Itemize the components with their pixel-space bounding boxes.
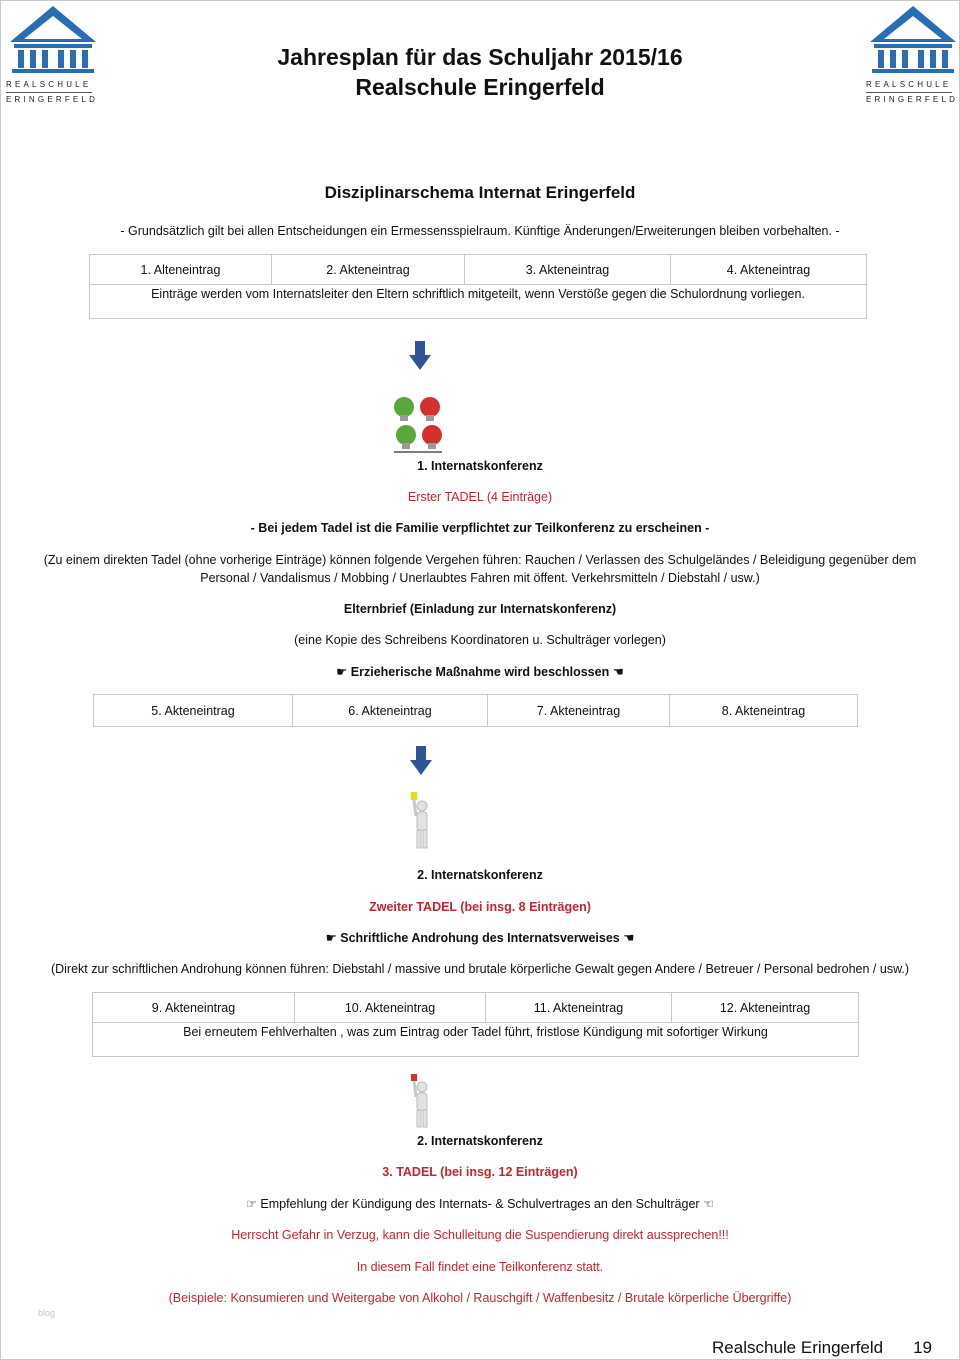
table-cell: 8. Akteneintrag bbox=[670, 695, 858, 727]
building-logo-icon bbox=[6, 4, 100, 76]
tadel-3: 3. TADEL (bei insg. 12 Einträgen) bbox=[382, 1165, 578, 1179]
table-note: Bei erneutem Fehlverhalten , was zum Eintrag oder Tadel führt, fristlose Kündigung mit sofortiger Wirkung bbox=[93, 1023, 859, 1057]
table-cell: 3. Akteneintrag bbox=[465, 255, 671, 285]
figure-red-card-icon bbox=[405, 1072, 435, 1130]
down-arrow-icon bbox=[409, 746, 433, 776]
family-obligation: - Bei jedem Tadel ist die Familie verpflichtet zur Teilkonferenz zu erscheinen - bbox=[250, 521, 710, 535]
entries-table-3 bbox=[92, 992, 859, 1057]
table-cell: 7. Akteneintrag bbox=[488, 695, 670, 727]
building-logo-icon bbox=[866, 4, 960, 76]
school-logo-left bbox=[6, 4, 100, 105]
watermark: blog bbox=[38, 1308, 56, 1318]
table-cell: 1. Alteneintrag bbox=[90, 255, 272, 285]
direct-threat-offenses: (Direkt zur schriftlichen Androhung können führen: Diebstahl / massive und brutale körperliche Gewalt gegen Andere / Betreuer / Personal bedrohen / usw.) bbox=[50, 962, 910, 976]
footer-school: Realschule Eringerfeld bbox=[712, 1338, 884, 1357]
table-cell: 5. Akteneintrag bbox=[94, 695, 293, 727]
down-arrow-icon bbox=[408, 341, 432, 371]
section-heading: Disziplinarschema Internat Eringerfeld bbox=[324, 183, 636, 202]
table-cell: 6. Akteneintrag bbox=[293, 695, 488, 727]
expulsion-threat: ☛ Schriftliche Androhung des Internatsverweises ☚ bbox=[325, 931, 635, 945]
intro-text: - Grundsätzlich gilt bei allen Entscheidungen ein Ermessensspielraum. Künftige Änderungen/Erweiterungen bleiben vorbehalten. - bbox=[120, 224, 840, 238]
direct-tadel-offenses: (Zu einem direkten Tadel (ohne vorherige Einträge) können folgende Vergehen führen: Rauchen / Verlassen des Schulgeländes / Beleidigung gegenüber dem Personal / Vandalismus / Mobbing / Unerlaubtes Fahren mit öffent. Verkehrsmitteln / Diebstahl / usw.) bbox=[43, 553, 917, 585]
page-title bbox=[180, 42, 780, 102]
parents-letter: Elternbrief (Einladung zur Internatskonferenz) bbox=[343, 602, 617, 616]
termination-recommendation: ☞ Empfehlung der Kündigung des Internats- & Schulvertrages an den Schulträger ☜ bbox=[245, 1197, 715, 1211]
title-line2: Realschule Eringerfeld bbox=[355, 74, 605, 100]
page-footer bbox=[712, 1338, 932, 1358]
educational-measure: ☛ Erzieherische Maßnahme wird beschlossen ☚ bbox=[336, 665, 624, 679]
page-number: 19 bbox=[913, 1338, 932, 1357]
school-logo-right bbox=[866, 4, 960, 105]
table-cell: 12. Akteneintrag bbox=[672, 993, 859, 1023]
suspension-note: Herrscht Gefahr in Verzug, kann die Schulleitung die Suspendierung direkt aussprechen!!! bbox=[231, 1228, 729, 1242]
table-cell: 2. Akteneintrag bbox=[272, 255, 465, 285]
partial-conference-note: In diesem Fall findet eine Teilkonferenz statt. bbox=[356, 1260, 604, 1274]
logo-text-line2: ERINGERFELD bbox=[866, 95, 959, 104]
logo-text-line1: REALSCHULE bbox=[6, 80, 92, 89]
table-cell: 9. Akteneintrag bbox=[93, 993, 295, 1023]
entries-table-1 bbox=[89, 254, 867, 319]
table-cell: 4. Akteneintrag bbox=[671, 255, 867, 285]
examples-note: (Beispiele: Konsumieren und Weitergabe von Alkohol / Rauschgift / Waffenbesitz / Brutale körperliche Übergriffe) bbox=[168, 1291, 792, 1305]
entries-table-2 bbox=[93, 694, 858, 727]
table-cell: 10. Akteneintrag bbox=[295, 993, 486, 1023]
logo-text-line2: ERINGERFELD bbox=[6, 95, 99, 104]
table-cell: 11. Akteneintrag bbox=[486, 993, 672, 1023]
tadel-2: Zweiter TADEL (bei insg. 8 Einträgen) bbox=[369, 900, 591, 914]
table-note: Einträge werden vom Internatsleiter den Eltern schriftlich mitgeteilt, wenn Verstöße gegen die Schulordnung vorliegen. bbox=[90, 285, 867, 319]
conference-2: 2. Internatskonferenz bbox=[417, 868, 543, 882]
logo-text-line1: REALSCHULE bbox=[866, 80, 952, 89]
tadel-1: Erster TADEL (4 Einträge) bbox=[407, 490, 553, 504]
conference-1: 1. Internatskonferenz bbox=[417, 459, 543, 473]
conference-3: 2. Internatskonferenz bbox=[417, 1134, 543, 1148]
figure-yellow-card-icon bbox=[405, 790, 435, 850]
copy-note: (eine Kopie des Schreibens Koordinatoren u. Schulträger vorlegen) bbox=[294, 633, 666, 647]
title-line1: Jahresplan für das Schuljahr 2015/16 bbox=[277, 44, 683, 70]
warning-lamps-icon bbox=[390, 395, 446, 455]
